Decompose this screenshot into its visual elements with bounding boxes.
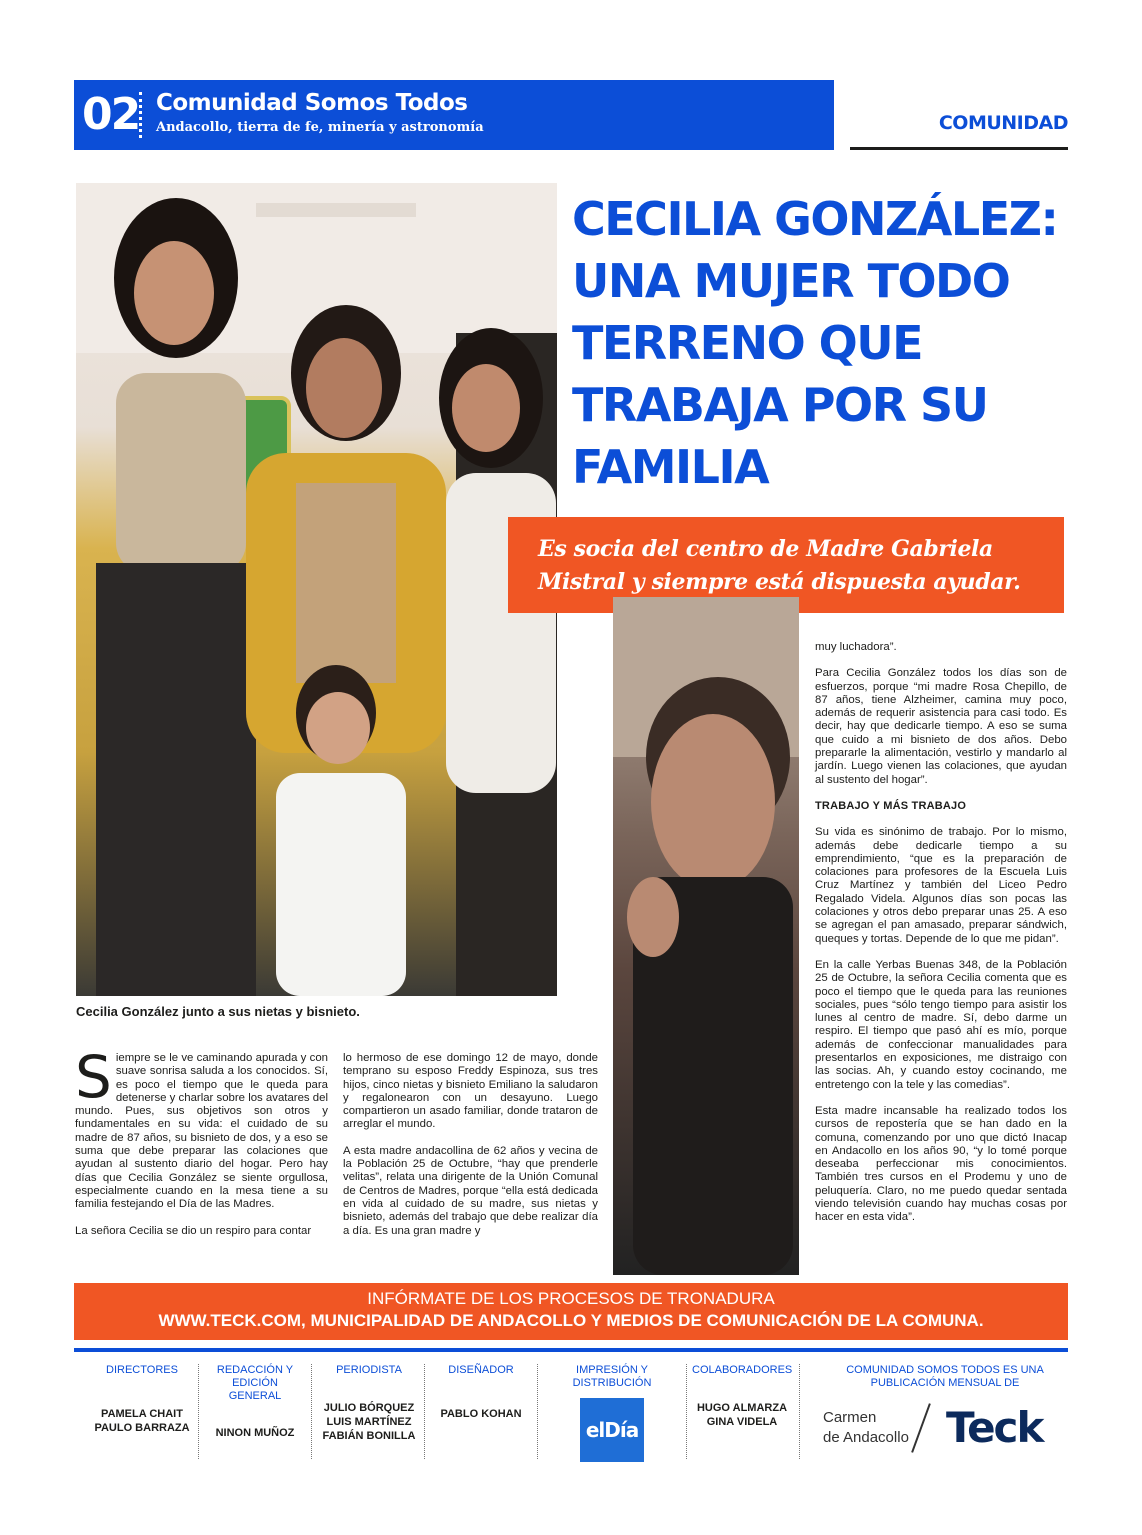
credit-name: FABIÁN BONILLA	[322, 1430, 416, 1442]
article-column-1	[75, 1043, 328, 1251]
header-divider	[139, 92, 142, 138]
credit-label: IMPRESIÓN Y DISTRIBUCIÓN	[572, 1364, 652, 1389]
credit-name: PAMELA CHAIT	[101, 1408, 183, 1420]
credit-names	[205, 1426, 305, 1440]
portrait-photo-illustration	[613, 597, 799, 1275]
credit-label: DISEÑADOR	[448, 1364, 514, 1376]
article-paragraph: muy luchadora”.	[815, 641, 897, 653]
credit-divider	[799, 1364, 800, 1459]
banner-rule	[74, 1348, 1068, 1352]
credit-name: HUGO ALMARZA	[696, 1402, 788, 1414]
page-number: 02	[82, 89, 140, 140]
article-column-2	[343, 1052, 598, 1251]
credit-label: PERIODISTA	[336, 1364, 402, 1376]
logo-separator	[911, 1403, 931, 1453]
credit-name: PAULO BARRAZA	[94, 1422, 190, 1434]
article-paragraph: Para Cecilia González todos los días son de esfuerzos, porque “mi madre Rosa Chepillo, de 87 años, tiene Alzheimer, camina muy poco, además de requerir asistencia para casi todo. Es decir, hay que dedicarle tiempo. A eso se suma que cuido a mi bisnieto de dos años. Debo prepararle la alimentación, vestirlo y mandarlo al jardín. Luego vienen las colaciones, que ayudan al sustento del hogar”.	[815, 667, 1067, 786]
carmen-logo-line: de Andacollo	[823, 1429, 909, 1446]
banner-heading: INFÓRMATE DE LOS PROCESOS DE TRONADURA	[367, 1289, 775, 1308]
credit-name: GINA VIDELA	[706, 1416, 778, 1428]
section-tag-rule	[850, 147, 1068, 150]
section-tag: COMUNIDAD	[938, 112, 1068, 134]
carmen-logo-line: Carmen	[823, 1409, 877, 1426]
eldia-logo: elDía	[580, 1398, 644, 1462]
photo-caption: Cecilia González junto a sus nietas y bisnieto.	[76, 1004, 360, 1019]
credit-name: NINON MUÑOZ	[215, 1427, 295, 1439]
article-deck: Es socia del centro de Madre Gabriela Mistral y siempre está dispuesta ayudar.	[538, 536, 1021, 595]
credit-impresion	[542, 1364, 682, 1462]
credit-names	[692, 1401, 792, 1429]
section-header-bar	[74, 80, 834, 150]
family-photo-illustration	[76, 183, 557, 996]
credit-divider	[311, 1364, 312, 1459]
publisher-label: COMUNIDAD SOMOS TODOS ES UNA PUBLICACIÓN MENSUAL DE	[846, 1364, 1044, 1389]
credit-name: PABLO KOHAN	[440, 1408, 522, 1420]
credit-periodista	[318, 1364, 420, 1443]
article-subhead: TRABAJO Y MÁS TRABAJO	[815, 799, 967, 812]
article-paragraph: Esta madre incansable ha realizado todos los cursos de repostería que se han dado en la comuna, comenzando por uno que dictó Inacap en Andacollo en los años 90, “y lo tomé porque deseaba perfeccionar mis conocimientos. También tres cursos en el Prodemu y uno de peluquería. Claro, no me puedo quedar sentada viendo televisión cuando hay muchas cosas por hacer en esta vida”.	[815, 1104, 1067, 1224]
carmen-de-andacollo-logo	[823, 1408, 909, 1448]
drop-cap: S	[75, 1043, 112, 1111]
credit-label: DIRECTORES	[106, 1364, 178, 1376]
info-banner	[74, 1283, 1068, 1340]
credit-disenador	[430, 1364, 532, 1421]
credit-divider	[686, 1364, 687, 1459]
family-photo	[76, 183, 557, 996]
article-column-3	[815, 641, 1067, 1238]
article-paragraph: En la calle Yerbas Buenas 348, de la Población 25 de Octubre, la señora Cecilia comenta que es poco el tiempo que le queda para las reuniones sociales, pues “sólo tengo tiempo para asistir los lunes al centro de madre. Sí, debo darme un respiro. El tiempo que pasó ahí es mío, porque además de confeccionar manualidades para presentarlos en exposiciones, me distraigo con las socias. Ah, y cuando estoy cocinando, me entretengo con la tele y las comedias”.	[815, 958, 1067, 1091]
article-paragraph: Su vida es sinónimo de trabajo. Por lo mismo, además debe dedicarle tiempo a su emprendimiento, “que es la preparación de colaciones para profesores de la Escuela Luis Cruz Martínez y también del Liceo Pedro Regalado Videla. Algunos días son pocas las colaciones y otros debo preparar unas 25. A eso se agregan el pan amasado, preparar sándwich, queques y tortas. Depende de lo que me pidan”.	[815, 826, 1067, 945]
credit-divider	[537, 1364, 538, 1459]
credit-redaccion	[205, 1364, 305, 1440]
article-paragraph: lo hermoso de ese domingo 12 de mayo, donde temprano su esposo Freddy Espinoza, sus tres hijos, cinco nietas y bisnieto Emiliano la saludaron y regalonearon con un desayuno. Luego compartieron un asado familiar, donde trataron de arreglar el mundo.	[343, 1052, 598, 1131]
credit-name: JULIO BÓRQUEZ	[323, 1402, 415, 1414]
credit-directores	[76, 1364, 208, 1435]
banner-links: WWW.TECK.COM, MUNICIPALIDAD DE ANDACOLLO Y MEDIOS DE COMUNICACIÓN DE LA COMUNA.	[158, 1311, 984, 1330]
credit-divider	[198, 1364, 199, 1459]
credit-names	[430, 1407, 532, 1421]
credit-divider	[424, 1364, 425, 1459]
credit-label: REDACCIÓN Y EDICIÓN GENERAL	[216, 1364, 294, 1402]
teck-logo: Teck	[946, 1403, 1043, 1452]
credit-names	[318, 1401, 420, 1443]
paragraph-text: iempre se le ve caminando apurada y con suave sonrisa saluda a los conocidos. Sí, es poco el tiempo que le queda para detenerse y charlar sobre los avatares del mundo. Pues, sus objetivos son otros y fundamentales en su vida: el cuidado de su madre de 87 años, su bisnieto de dos, y a eso se suma que debe preparar las colaciones que ayudan al sustento diario del hogar. Pero hay días que Cecilia González se siente orgullosa, especialmente cuando en la mesa tiene a su familia festejando el Día de las Madres.	[75, 1052, 328, 1211]
article-paragraph: A esta madre andacollina de 62 años y vecina de la Población 25 de Octubre, “hay que prenderle velitas”, relata una dirigente de la Unión Comunal de Centros de Madres, porque “ella está dedicada en vida al cuidado de su madre, sus nietas y bisnieto, además del trabajo que debe realizar día a día. Es una gran madre y	[343, 1144, 598, 1237]
article-paragraph: La señora Cecilia se dio un respiro para contar	[75, 1224, 312, 1237]
credit-colaboradores	[692, 1364, 792, 1429]
credit-name: LUIS MARTÍNEZ	[326, 1416, 412, 1428]
section-title: Comunidad Somos Todos	[156, 90, 468, 116]
credit-label: COLABORADORES	[692, 1364, 793, 1376]
article-paragraph	[75, 1043, 328, 1212]
article-headline: CECILIA GONZÁLEZ: UNA MUJER TODO TERRENO QUE TRABAJA POR SU FAMILIA	[572, 192, 1058, 494]
section-subtitle: Andacollo, tierra de fe, minería y astronomía	[156, 120, 484, 135]
credit-names	[76, 1407, 208, 1435]
portrait-photo	[613, 597, 799, 1275]
